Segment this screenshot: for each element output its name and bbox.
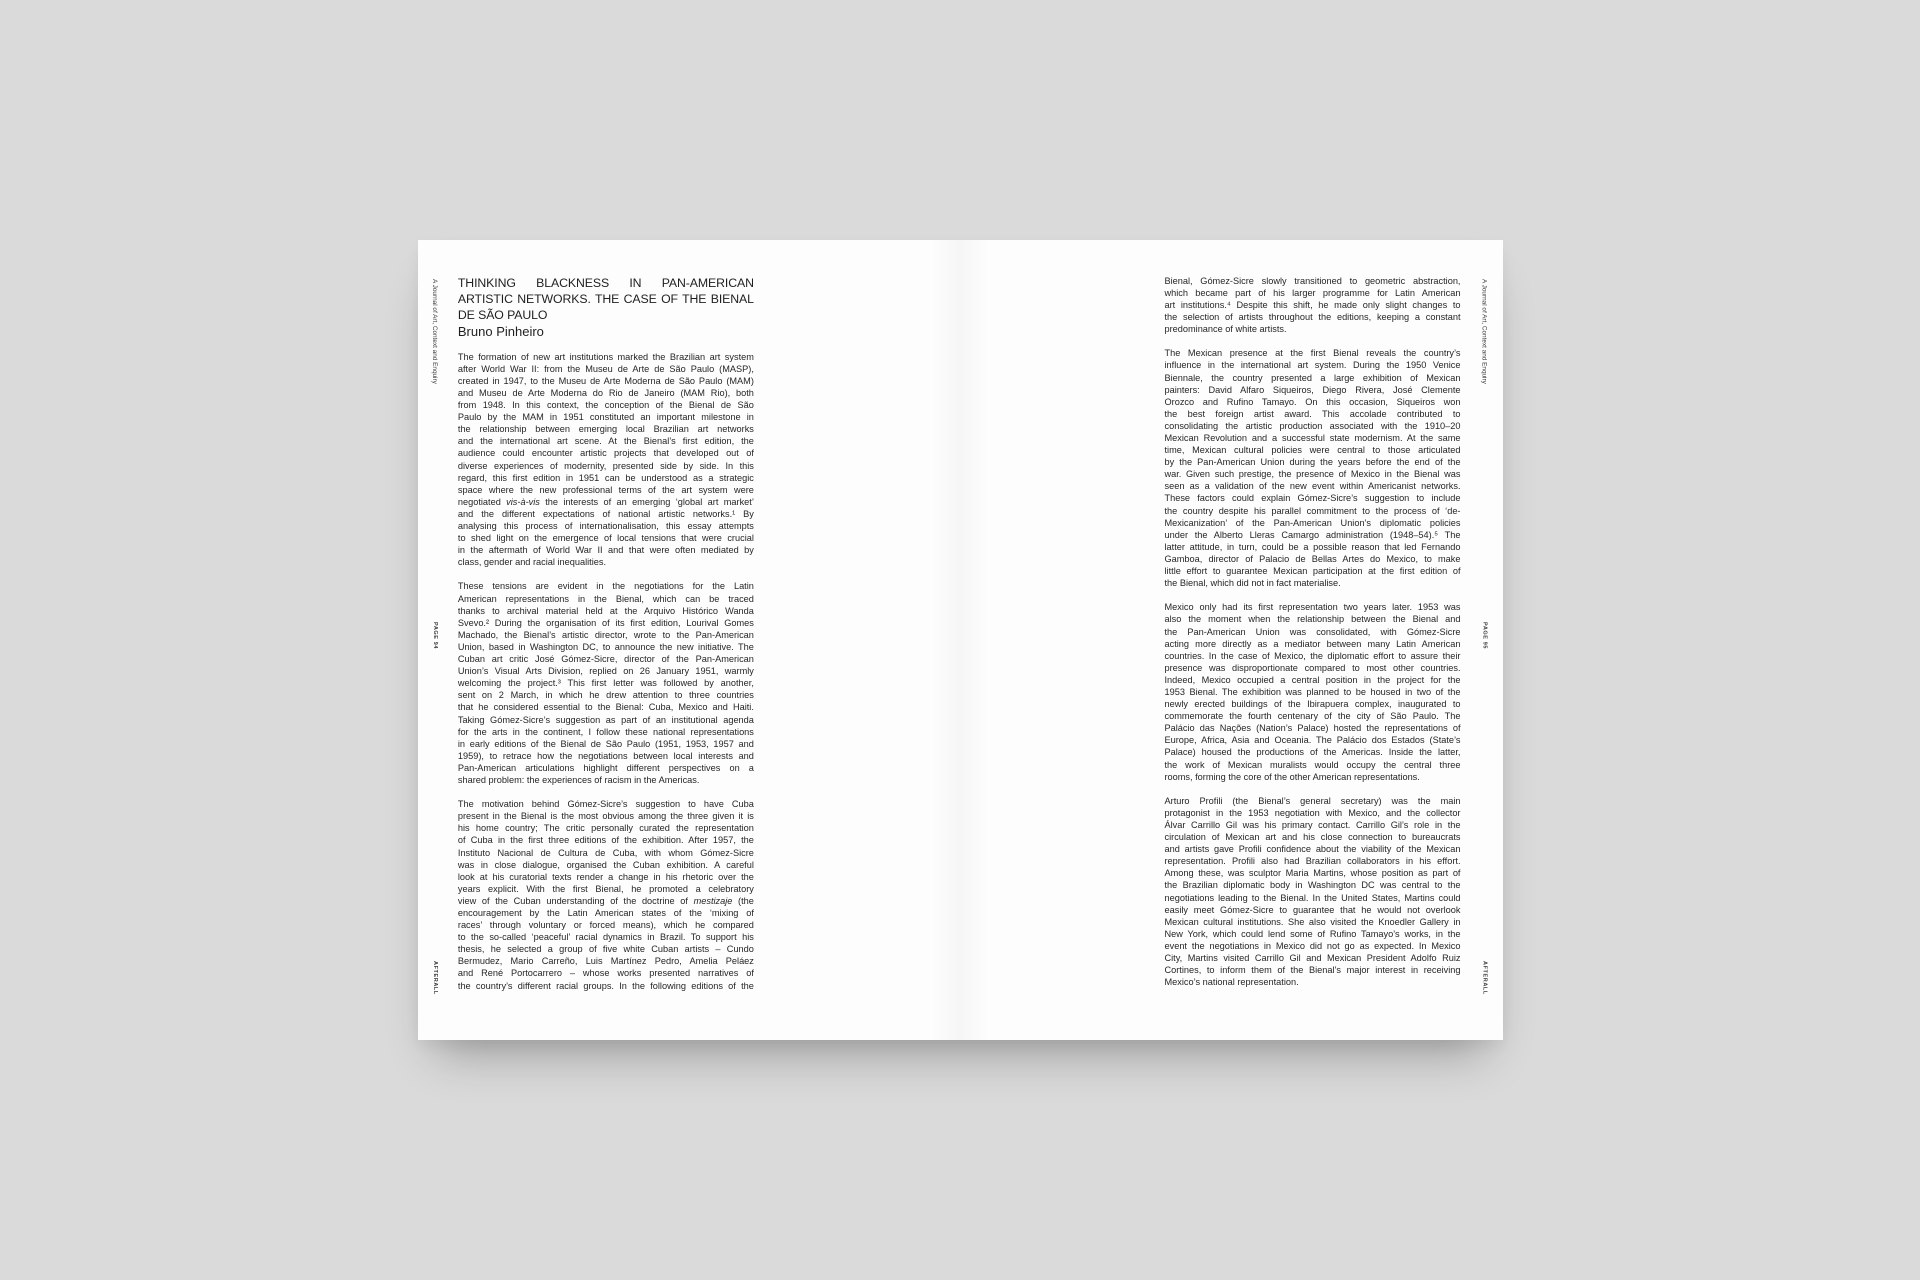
text-line: These factors could explain Gómez-Sicre’s suggestion to include xyxy=(1164,493,1461,504)
text-line: class, gender and racial inequalities. xyxy=(457,557,606,568)
text-line: thanks to archival material held at the Arquivo Histórico Wanda xyxy=(457,605,754,616)
body-paragraph xyxy=(1165,347,1461,589)
body-paragraph xyxy=(458,580,754,786)
text-line: Mexican cultural institutions. She also visited the Knoedler Gallery in xyxy=(1164,916,1461,927)
body-paragraph xyxy=(1165,275,1461,335)
text-line: Svevo.² During the organisation of its first edition, Lourival Gomes xyxy=(457,617,754,628)
text-line: circulation of Mexican art and his close connection to bureaucrats xyxy=(1164,832,1461,843)
text-line: Gamboa, director of Palacio de Bellas Artes do Mexico, to make xyxy=(1164,553,1461,564)
text-line: Among these, was sculptor Maria Martins, whose position as part of xyxy=(1164,868,1461,879)
text-line: to shed light on the emergence of local tensions that were crucial xyxy=(457,533,754,544)
text-line: which became part of his larger programme for Latin American xyxy=(1164,287,1461,298)
text-line: under the Alberto Lleras Camargo administration (1948–54).⁵ The xyxy=(1164,529,1461,540)
text-line: Bermudez, Mario Carreño, Luis Martínez Pedro, Amelia Peláez xyxy=(457,956,754,967)
text-line: war. Given such prestige, the presence of Mexico in the Bienal was xyxy=(1164,469,1461,480)
text-line: to the so-called ‘peaceful’ racial dynamics in Brazil. To support his xyxy=(457,932,754,943)
title-line: THINKING BLACKNESS IN PAN-AMERICAN xyxy=(457,276,754,291)
text-line: that he considered essential to the Bienal: Cuba, Mexico and Haiti. xyxy=(457,702,754,713)
text-line: the country despite his parallel commitment to the process of ‘de- xyxy=(1164,505,1461,516)
left-page xyxy=(418,240,961,1040)
text-line: the selection of artists throughout the editions, keeping a constant xyxy=(1164,312,1461,323)
text-line: Álvar Carrillo Gil was his primary contact. Carrillo Gil’s role in the xyxy=(1164,820,1461,831)
text-line: from 1948. In this context, the conception of the Bienal de São xyxy=(457,400,754,411)
text-line: influence in the international art system. During the 1950 Venice xyxy=(1164,360,1461,371)
text-line: diverse experiences of modernity, presented side by side. In this xyxy=(457,460,754,471)
text-line: art institutions.⁴ Despite this shift, he made only slight changes to xyxy=(1164,299,1461,310)
text-line: and the different expectations of national artistic networks.¹ By xyxy=(457,508,754,519)
text-line: the relationship between emerging local Brazilian art networks xyxy=(457,424,754,435)
article-title xyxy=(458,276,754,340)
text-line: The Mexican presence at the first Bienal reveals the country’s xyxy=(1164,348,1461,359)
text-line: negotiations leading to the Bienal. In the United States, Martins could xyxy=(1164,892,1461,903)
text-line: presence was disproportionate compared to most other countries. xyxy=(1164,662,1461,673)
journal-name: AFTERALL xyxy=(432,961,439,995)
text-line: the Brazilian diplomatic body in Washington DC was central to the xyxy=(1164,880,1461,891)
text-line: the Bienal, which did not in fact materialise. xyxy=(1164,578,1341,589)
text-line: Pan-American articulations highlight different perspectives on a xyxy=(457,762,754,773)
body-column xyxy=(458,351,754,1004)
text-line: painters: David Alfaro Siqueiros, Diego Rivera, José Clemente xyxy=(1164,384,1461,395)
text-segment: view of the Cuban understanding of the doctrine of xyxy=(457,895,694,906)
text-line: the best foreign artist award. This accolade contributed to xyxy=(1164,408,1461,419)
running-head: A Journal of Art, Context and Enquiry xyxy=(1480,279,1488,384)
text-line: shared problem: the experiences of racism in the Americas. xyxy=(457,774,700,785)
text-line: and Museu de Arte Moderna do Rio de Janeiro (MAM Rio), both xyxy=(457,387,754,398)
text-line: created in 1947, to the Museu de Arte Moderna de São Paulo (MAM) xyxy=(457,375,754,386)
text-line: little effort to guarantee Mexican participation at the first edition of xyxy=(1164,566,1461,577)
text-line: Cuban art critic José Gómez-Sicre, director of the Pan-American xyxy=(457,654,754,665)
journal-name: AFTERALL xyxy=(1481,961,1488,995)
text-line: analysing this process of internationalisation, this essay attempts xyxy=(457,521,754,531)
text-line: American representations in the Bienal, which can be traced xyxy=(457,593,754,604)
text-line: and artists gave Profili confidence about the viability of the Mexican xyxy=(1164,844,1461,855)
magazine-spread xyxy=(418,240,1503,1040)
text-line: audience could encounter artistic projects that developed out of xyxy=(457,448,754,459)
right-page xyxy=(960,240,1503,1040)
text-line: 1959), to retrace how the negotiations between local interests and xyxy=(457,750,754,761)
text-line: Mexican Revolution and a successful state modernism. At the same xyxy=(1164,433,1461,444)
text-segment: negotiated xyxy=(457,496,507,507)
text-line: Cortines, to inform them of the Bienal’s major interest in receiving xyxy=(1164,965,1461,976)
text-line xyxy=(458,895,754,907)
text-line: Paulo by the MAM in 1951 constituted an important milestone in xyxy=(457,412,754,423)
text-line: the country’s different racial groups. In the following editions of the xyxy=(457,980,754,991)
text-line: thesis, he selected a group of five white Cuban artists – Cundo xyxy=(457,944,754,955)
text-line: Europe, Africa, Asia and Oceania. The Palácio dos Estados (State’s xyxy=(1164,735,1461,746)
body-paragraph xyxy=(458,798,754,992)
text-line: latter attitude, in turn, could be a possible reason that led Fernando xyxy=(1164,541,1461,552)
text-line: newly erected buildings of the Ibirapuera complex, inaugurated to xyxy=(1164,699,1461,710)
body-column xyxy=(1165,275,1461,1001)
body-paragraph xyxy=(458,351,754,569)
text-line: look at his curatorial texts render a change in his rhetoric over the xyxy=(457,871,754,882)
text-line: Arturo Profili (the Bienal’s general secretary) was the main xyxy=(1164,795,1461,806)
title-line: ARTISTIC NETWORKS. THE CASE OF THE BIENAL xyxy=(457,292,754,307)
text-line: Indeed, Mexico occupied a central position in the project for the xyxy=(1164,674,1461,685)
text-line: City, Martins visited Carrillo Gil and Mexican President Adolfo Ruiz xyxy=(1164,953,1461,964)
text-line: commemorate the fourth centenary of the city of São Paulo. The xyxy=(1164,711,1461,722)
text-line: years explicit. With the first Bienal, he promoted a celebratory xyxy=(457,883,754,894)
text-line: Palácio das Nações (Nation’s Palace) hosted the representations of xyxy=(1164,723,1461,734)
text-line: Union, based in Washington DC, to announce the new initiative. The xyxy=(457,641,754,652)
text-line: The motivation behind Gómez-Sicre’s suggestion to have Cuba xyxy=(457,799,754,810)
text-line: sent on 2 March, in which he drew attention to three countries xyxy=(457,690,754,701)
text-line: space where the new professional terms of the art system were xyxy=(457,484,754,495)
text-line: These tensions are evident in the negotiations for the Latin xyxy=(457,581,754,592)
text-segment: the interests of an emerging ‘global art market’ xyxy=(539,496,754,507)
text-line: by the Pan-American Union during the years before the end of the xyxy=(1164,457,1461,468)
text-line: acting more directly as a mediator between many Latin American xyxy=(1164,638,1461,649)
body-paragraph xyxy=(1165,601,1461,782)
body-paragraph xyxy=(1165,795,1461,989)
text-line: countries. In the case of Mexico, the diplomatic effort to assure their xyxy=(1164,650,1461,661)
text-line: New York, which could lend some of Rufino Tamayo’s works, in the xyxy=(1164,928,1461,939)
text-line: Biennale, the country presented a large exhibition of Mexican xyxy=(1164,372,1461,383)
text-line: was in close dialogue, organised the Cuban exhibition. A careful xyxy=(457,859,754,870)
text-line: regard, this first edition in 1951 can be understood as a strategic xyxy=(457,472,754,483)
text-line: the work of Mexican muralists would occupy the central three xyxy=(1164,759,1461,770)
text-line: 1953 Bienal. The exhibition was planned to be housed in two of the xyxy=(1164,686,1461,697)
text-line: Palace) housed the productions of the Americas. Inside the latter, xyxy=(1164,747,1461,758)
text-line: The formation of new art institutions marked the Brazilian art system xyxy=(457,351,754,362)
author-name: Bruno Pinheiro xyxy=(457,324,544,340)
text-segment: (the xyxy=(732,895,754,906)
text-line: protagonist in the 1953 negotiation with Mexico, and the collector xyxy=(1164,807,1461,818)
text-line: races’ through voluntary or forced means), which he compared xyxy=(457,920,754,931)
text-line: Instituto Nacional de Cultura de Cuba, with whom Gómez-Sicre xyxy=(457,847,754,858)
text-line: Machado, the Bienal’s artistic director, wrote to the Pan-American xyxy=(457,629,754,640)
text-line: rooms, forming the core of the other American representations. xyxy=(1164,771,1420,782)
text-line: also the moment when the relationship between the Bienal and xyxy=(1164,614,1461,625)
text-line: his home country; The critic personally curated the representation xyxy=(457,823,754,834)
text-line: and the international art scene. At the Bienal’s first edition, the xyxy=(457,436,754,447)
text-line: encouragement by the Latin American states of the ‘mixing of xyxy=(457,908,754,918)
text-line: time, Mexican cultural policies were central to those articulated xyxy=(1164,445,1461,456)
text-line: representation. Profili also had Brazilian collaborators in his effort. xyxy=(1164,856,1461,867)
text-line: for the arts in the continent, I follow these national representations xyxy=(457,726,754,737)
text-line: welcoming the project.³ This first letter was followed by another, xyxy=(457,678,754,689)
text-line: Orozco and Rufino Tamayo. On this occasion, Siqueiros won xyxy=(1164,396,1461,407)
text-line: Mexico only had its first representation two years later. 1953 was xyxy=(1164,602,1461,613)
text-line: Bienal, Gómez-Sicre slowly transitioned to geometric abstraction, xyxy=(1164,275,1461,286)
text-line: present in the Bienal is the most obvious among the three given it is xyxy=(457,811,754,822)
title-line: DE SÃO PAULO xyxy=(457,308,548,323)
text-line: seen as a validation of the new event within Americanist networks. xyxy=(1164,481,1461,492)
page-number-label: PAGE 95 xyxy=(1481,622,1488,650)
text-line xyxy=(458,496,754,508)
text-line: event the negotiations in Mexico did not go as expected. In Mexico xyxy=(1164,940,1461,951)
text-line: after World War II: from the Museu de Arte de São Paulo (MASP), xyxy=(457,363,754,374)
text-line: Taking Gómez-Sicre’s suggestion as part of an institutional agenda xyxy=(457,714,754,725)
text-line: Mexicanization’ of the Pan-American Union’s diplomatic policies xyxy=(1164,517,1461,528)
text-line: consolidating the artistic production associated with the 1910–20 xyxy=(1164,420,1461,431)
text-line: easily meet Gómez-Sicre to guarantee that he would not overlook xyxy=(1164,904,1461,915)
text-line: Mexico’s national representation. xyxy=(1164,977,1299,988)
italic-term: mestizaje xyxy=(693,895,733,906)
text-line: in the aftermath of World War II and that were often mediated by xyxy=(457,545,754,556)
text-line: predominance of white artists. xyxy=(1164,324,1287,335)
running-head: A Journal of Art, Context and Enquiry xyxy=(431,279,439,384)
text-line: the Pan-American Union was consolidated, with Gómez-Sicre xyxy=(1164,626,1461,637)
text-line: in early editions of the Bienal de São Paulo (1951, 1953, 1957 and xyxy=(457,738,754,749)
italic-term: vis-à-vis xyxy=(506,496,540,507)
text-line: of Cuba in the first three editions of the exhibition. After 1957, the xyxy=(457,835,754,846)
text-line: Union’s Visual Arts Division, replied on 26 January 1951, warmly xyxy=(457,666,754,677)
page-number-label: PAGE 94 xyxy=(432,622,439,650)
text-line: and René Portocarrero – whose works presented narratives of xyxy=(457,968,754,979)
